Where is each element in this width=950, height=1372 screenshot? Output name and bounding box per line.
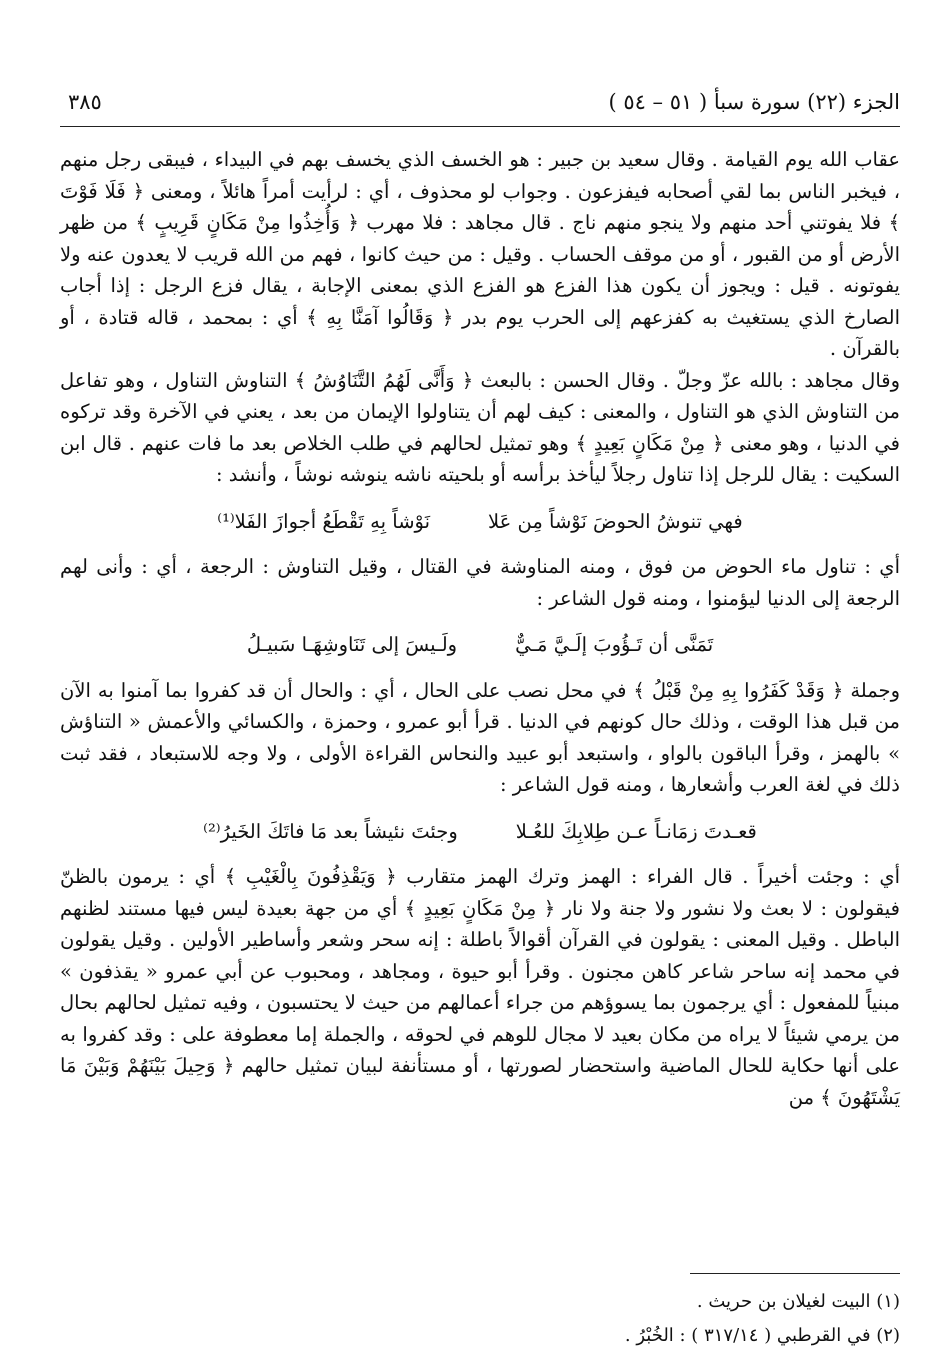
verse-second-hemistich: وجئتَ نئيشاً بعد مَا فاتَكَ الخَيرُ⁽²⁾ [203, 819, 458, 843]
book-page [60, 86, 900, 1346]
paragraph: أي : تناول ماء الحوض من فوق ، ومنه المناوشة في القتال ، وقيل التناوش : الرجعة ، أي : وأنى لهم الرجعة إلى الدنيا ليؤمنوا ، ومنه قول الشاعر : [60, 555, 900, 610]
footnote: (٢) في القرطبي ( ٣١٧/١٤ ) : الخُبْرُ . [624, 1325, 900, 1346]
main-text [60, 144, 900, 1113]
poem-verse [60, 629, 900, 661]
footnotes [60, 1285, 900, 1353]
footnote: (١) البيت لغيلان بن حريث . [696, 1291, 900, 1312]
header-rule [60, 126, 900, 127]
poem-verse [60, 506, 900, 538]
paragraph: وقال مجاهد : بالله عزّ وجلّ . وقال الحسن : بالبعث ﴿ وَأَنَّى لَهُمُ التَّنَاوُشُ ﴾ التناوش التناول ، وهو تفاعل من التناوش الذي هو التناول ، والمعنى : كيف لهم أن يتناولوا الإيمان من بعد ، يعني في الآخرة وقد تركوه في الدنيا ، وهو معنى ﴿ مِنْ مَكَانٍ بَعِيدٍ ﴾ وهو تمثيل لحالهم في طلب الخلاص بعد ما فات عنهم . قال ابن السكيت : يقال للرجل إذا تناول رجلاً ليأخذ برأسه أو بلحيته ناشه ينوشه نوشاً ، وأنشد : [60, 368, 900, 486]
poem-verse [60, 816, 900, 848]
paragraph: وجملة ﴿ وَقَدْ كَفَرُوا بِهِ مِنْ قَبْلُ ﴾ في محل نصب على الحال ، أي : والحال أن قد كفروا بما آمنوا به الآن من قبل هذا الوقت ، وذلك حال كونهم في الدنيا . قرأ أبو عمرو ، وحمزة ، والكسائي والأعمش « التناؤش » بالهمز ، وقرأ الباقون بالواو ، واستبعد أبو عبيد والنحاس القراءة الأولى ، ولا وجه للاستبعاد ، فقد ثبت ذلك في لغة العرب وأشعارها ، ومنه قول الشاعر : [60, 678, 900, 796]
verse-first-hemistich: قعـدتَ زمَانـاً عـن طِلابِكَ للعُـلا [515, 819, 757, 843]
page-header [60, 86, 900, 122]
verse-first-hemistich: تَمَنَّى أن تَـؤُوبَ إلَـيَّ مَـيٌّ [515, 633, 714, 656]
paragraph: عقاب الله يوم القيامة . وقال سعيد بن جبير : هو الخسف الذي يخسف بهم في البيداء ، فيبقى رجل منهم ، فيخبر الناس بما لقي أصحابه فيفزعون . وجواب لو محذوف ، أي : لرأيت أمراً هائلاً ، ومعنى ﴿ فَلَا فَوْتَ ﴾ فلا يفوتني أحد منهم ولا ينجو منهم ناج . قال مجاهد : فلا مهرب ﴿ وَأُخِذُوا مِنْ مَكَانٍ قَرِيبٍ ﴾ من ظهر الأرض أو من القبور ، أو من موقف الحساب . وقيل : من حيث كانوا ، فهم من الله قريب لا يعدون عنه ولا يفوتونه . قيل : ويجوز أن يكون هذا الفزع هو الفزع الذي بمعنى الإجابة ، يقال فزع الرجل : إذا أجاب الصارخ الذي يستغيث به كفزعهم إلى الحرب يوم بدر ﴿ وَقَالُوا آمَنَّا بِهِ ﴾ أي : بمحمد ، قاله قتادة ، أو بالقرآن . [60, 148, 900, 360]
verse-second-hemistich: نَوْشاً بِهِ تَقْطَعُ أجوازَ الفَلا⁽¹⁾ [217, 509, 431, 533]
running-title: الجزء (٢٢) سورة سبأ ( ٥١ – ٥٤ ) [608, 90, 900, 114]
page-number: ٣٨٥ [68, 90, 102, 114]
footnote-rule [690, 1273, 900, 1274]
verse-second-hemistich: ولَـيسَ إلى تَنَاوشِهَـا سَبيـلُ [246, 633, 458, 656]
paragraph: أي : وجئت أخيراً . قال الفراء : الهمز وترك الهمز متقارب ﴿ وَيَقْذِفُونَ بِالْغَيْبِ ﴾ أي : يرمون بالظنّ فيقولون : لا بعث ولا نشور ولا جنة ولا نار ﴿ مِنْ مَكَانٍ بَعِيدٍ ﴾ أي من جهة بعيدة ليس فيها مستند لظنهم الباطل . وقيل المعنى : يقولون في القرآن أقوالاً باطلة : إنه سحر وشعر وأساطير الأولين . وقيل يقولون في محمد إنه ساحر شاعر كاهن مجنون . وقرأ أبو حيوة ، ومجاهد ، ومحبوب عن أبي عمرو « يقذفون » مبنياً للمفعول : أي يرجمون بما يسوؤهم من جراء أعمالهم من حيث لا يحتسبون ، وفيه تمثيل لحالهم بحال من يرمي شيئاً لا يراه من مكان بعيد لا مجال للوهم في لحوقه ، والجملة إما معطوفة على : وقد كفروا به على أنها حكاية للحال الماضية واستحضار لصورتها ، أو مستأنفة لبيان تمثيل حالهم ﴿ وَحِيلَ بَيْنَهُمْ وَبَيْنَ مَا يَشْتَهُونَ ﴾ من [60, 865, 900, 1109]
verse-first-hemistich: فهي تنوشُ الحوضَ نَوْشاً مِن عَلا [488, 509, 743, 533]
